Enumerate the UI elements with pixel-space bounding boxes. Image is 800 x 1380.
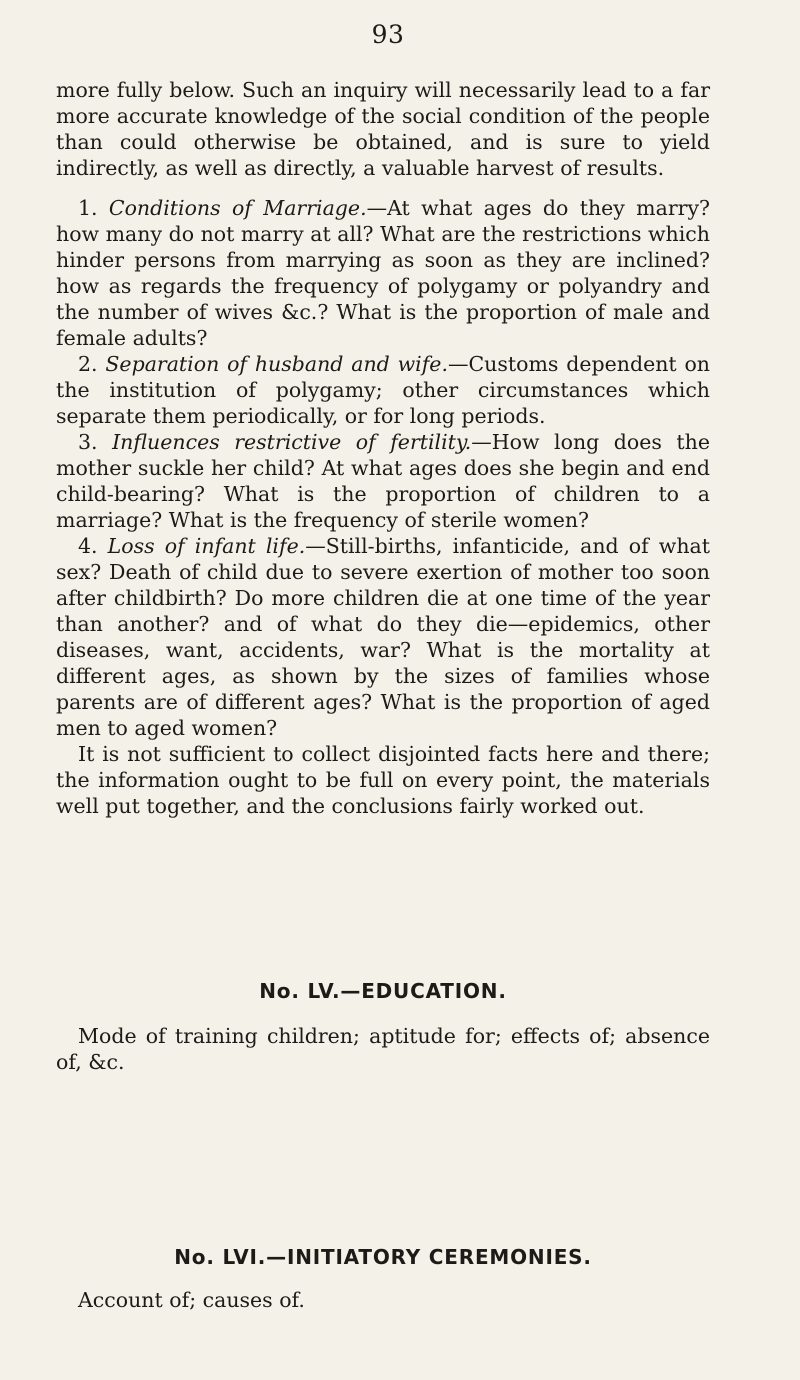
item-2-number: 2. — [78, 352, 98, 376]
item-1-text: —At what ages do they marry? how many do not marry at all? What are the restrictions which hinder persons from marrying as soon as they are inclined? how as regards the frequency of polygamy or polyandry and the number of wives &c.? What is the proportion of male and female adults? — [56, 196, 711, 350]
item-2-text: —Customs dependent on the institution of polygamy; other circumstances which separate them periodically, or for long periods. — [56, 352, 711, 428]
item-1-number: 1. — [78, 196, 98, 220]
intro-paragraph: more fully below. Such an inquiry will necessarily lead to a far more accurate knowledge of the social condition of the people than could otherwise be obtained, and is sure to yield indirectly, as well as directly, a valuable harvest of results. — [56, 78, 710, 180]
item-3-paragraph — [56, 429, 710, 533]
item-1-paragraph — [56, 195, 710, 351]
education-section — [56, 979, 710, 1075]
closing-paragraph: It is not sufficient to collect disjointed facts here and there; the information ought to be full on every point, the materials well put together, and the conclusions fairly worked out. — [56, 742, 710, 818]
item-4-paragraph — [56, 533, 710, 741]
item-3-title: Influences restrictive of fertility. — [112, 430, 472, 454]
paragraph-gap — [56, 181, 710, 195]
item-4-number: 4. — [78, 534, 98, 558]
initiatory-ceremonies-text: Account of; causes of. — [78, 1288, 305, 1312]
page-number: 93 — [371, 20, 405, 49]
item-4-text: —Still-births, infanticide, and of what sex? Death of child due to severe exertion of mother too soon after childbirth? Do more children die at one time of the year than another? and of what do they die—epidemics, other diseases, want, accidents, war? What is the mortality at different ages, as shown by the sizes of families whose parents are of different ages? What is the proportion of aged men to aged women? — [56, 534, 710, 740]
item-3-number: 3. — [78, 430, 98, 454]
education-text: Mode of training children; aptitude for; effects of; absence of, &c. — [56, 1024, 710, 1074]
item-2-title: Separation of husband and wife. — [105, 352, 448, 376]
item-3-text: —How long does the mother suckle her child? At what ages does she begin and end child-bearing? What is the proportion of children to a marriage? What is the frequency of sterile women? — [56, 430, 710, 532]
main-text-block — [56, 77, 710, 819]
initiatory-ceremonies-heading: No. LVI.—INITIATORY CEREMONIES. — [174, 1245, 592, 1269]
education-heading: No. LV.—EDUCATION. — [259, 979, 507, 1003]
initiatory-ceremonies-section — [56, 1245, 710, 1313]
item-1-title: Conditions of Marriage. — [108, 196, 367, 220]
item-4-title: Loss of infant life. — [107, 534, 306, 558]
item-2-paragraph — [56, 351, 710, 429]
